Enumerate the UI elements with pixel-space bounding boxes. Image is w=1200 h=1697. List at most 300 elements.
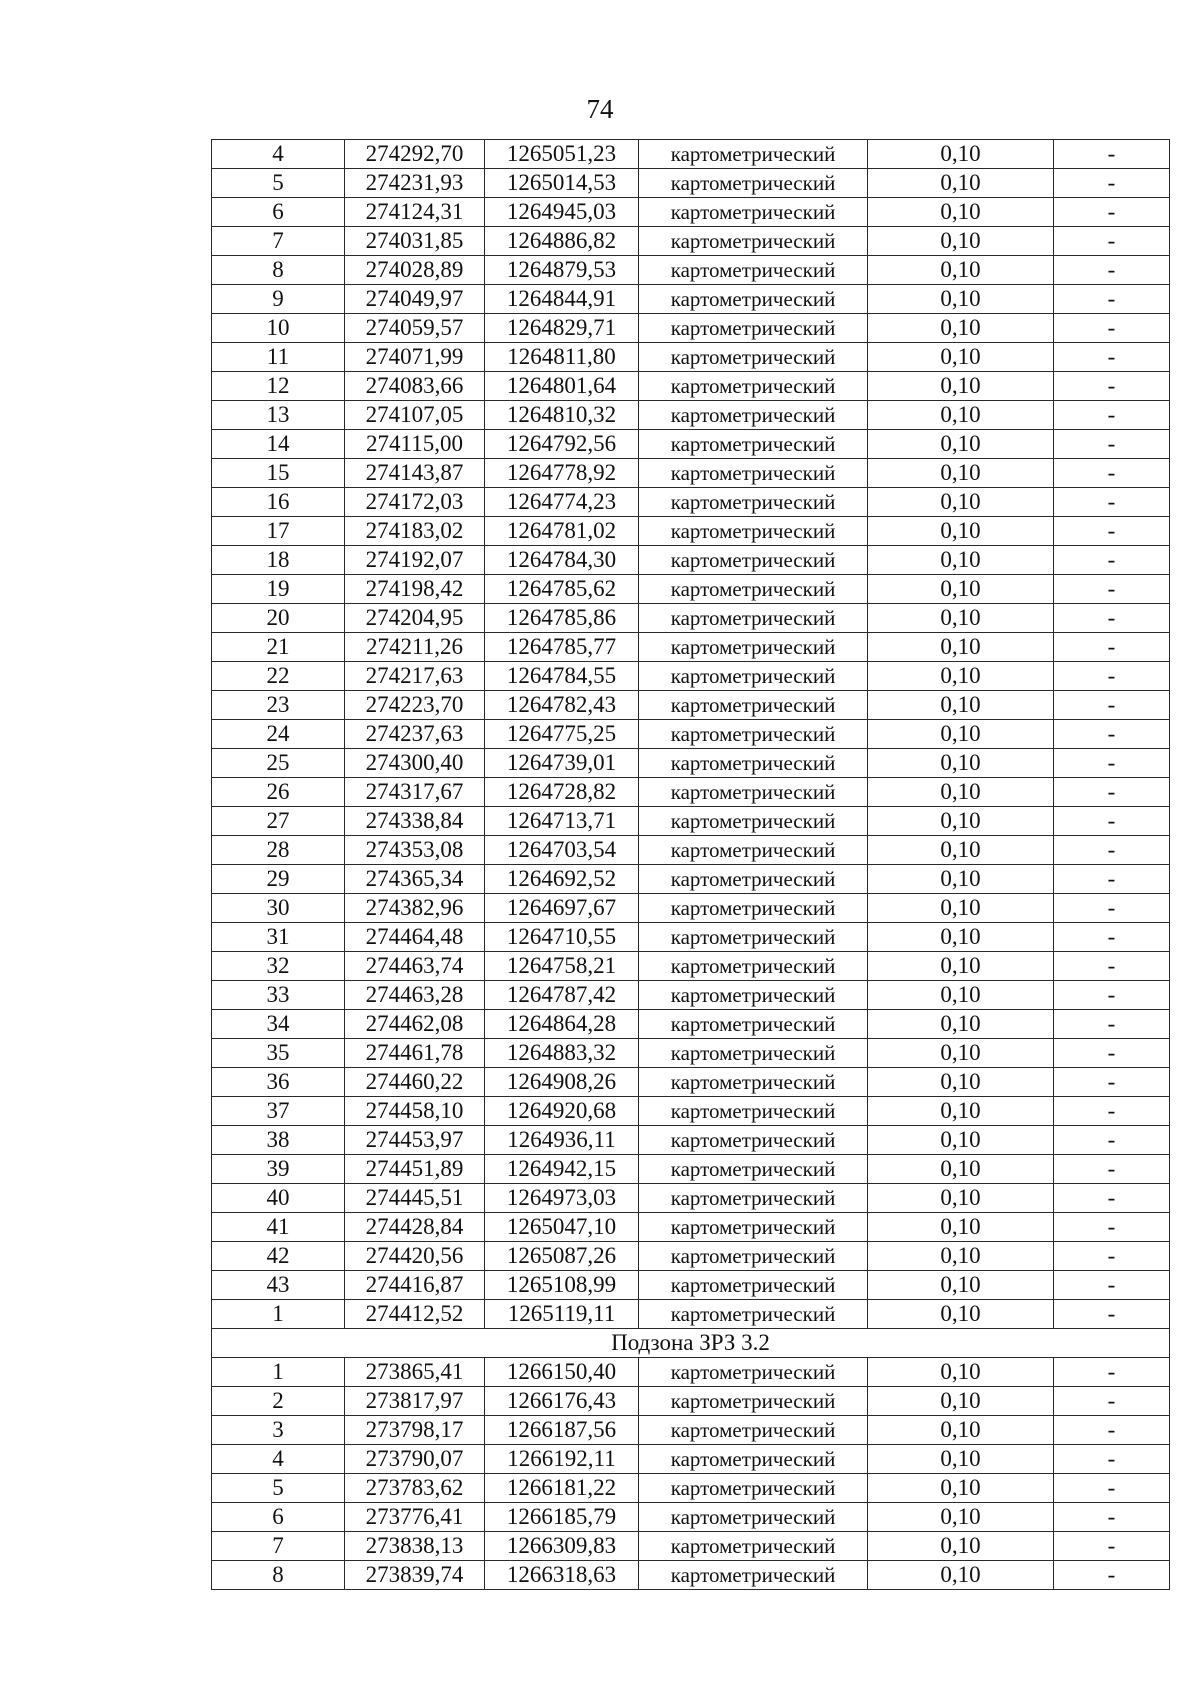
table-row: [212, 604, 1170, 633]
section-title: Подзона ЗРЗ 3.2: [212, 1329, 1170, 1358]
table-row: [212, 662, 1170, 691]
x-coordinate-cell: 274031,85: [345, 227, 485, 256]
accuracy-cell: 0,10: [868, 575, 1054, 604]
note-cell: -: [1054, 923, 1170, 952]
accuracy-cell: 0,10: [868, 691, 1054, 720]
y-coordinate-cell: 1264697,67: [485, 894, 639, 923]
y-coordinate-cell: 1264936,11: [485, 1126, 639, 1155]
point-number-cell: 9: [212, 285, 345, 314]
point-number-cell: 13: [212, 401, 345, 430]
accuracy-cell: 0,10: [868, 1213, 1054, 1242]
point-number-cell: 14: [212, 430, 345, 459]
method-cell: картометрический: [639, 1271, 868, 1300]
method-cell: картометрический: [639, 1184, 868, 1213]
y-coordinate-cell: 1264784,55: [485, 662, 639, 691]
accuracy-cell: 0,10: [868, 923, 1054, 952]
accuracy-cell: 0,10: [868, 662, 1054, 691]
accuracy-cell: 0,10: [868, 285, 1054, 314]
point-number-cell: 23: [212, 691, 345, 720]
x-coordinate-cell: 274115,00: [345, 430, 485, 459]
y-coordinate-cell: 1264883,32: [485, 1039, 639, 1068]
point-number-cell: 5: [212, 169, 345, 198]
point-number-cell: 7: [212, 227, 345, 256]
method-cell: картометрический: [639, 1213, 868, 1242]
y-coordinate-cell: 1264973,03: [485, 1184, 639, 1213]
point-number-cell: 42: [212, 1242, 345, 1271]
method-cell: картометрический: [639, 1242, 868, 1271]
method-cell: картометрический: [639, 807, 868, 836]
x-coordinate-cell: 274059,57: [345, 314, 485, 343]
table-row: [212, 1242, 1170, 1271]
x-coordinate-cell: 274451,89: [345, 1155, 485, 1184]
x-coordinate-cell: 274382,96: [345, 894, 485, 923]
table-row: [212, 1097, 1170, 1126]
y-coordinate-cell: 1264942,15: [485, 1155, 639, 1184]
table-row: [212, 1416, 1170, 1445]
method-cell: картометрический: [639, 169, 868, 198]
method-cell: картометрический: [639, 314, 868, 343]
x-coordinate-cell: 274192,07: [345, 546, 485, 575]
y-coordinate-cell: 1265087,26: [485, 1242, 639, 1271]
table-row: [212, 372, 1170, 401]
accuracy-cell: 0,10: [868, 488, 1054, 517]
method-cell: картометрический: [639, 1445, 868, 1474]
method-cell: картометрический: [639, 1068, 868, 1097]
point-number-cell: 24: [212, 720, 345, 749]
table-row: [212, 1068, 1170, 1097]
point-number-cell: 31: [212, 923, 345, 952]
table-row: [212, 401, 1170, 430]
accuracy-cell: 0,10: [868, 1561, 1054, 1590]
note-cell: -: [1054, 1097, 1170, 1126]
method-cell: картометрический: [639, 1358, 868, 1387]
point-number-cell: 4: [212, 140, 345, 169]
method-cell: картометрический: [639, 517, 868, 546]
table-row: [212, 836, 1170, 865]
x-coordinate-cell: 274071,99: [345, 343, 485, 372]
note-cell: -: [1054, 1532, 1170, 1561]
method-cell: картометрический: [639, 720, 868, 749]
point-number-cell: 32: [212, 952, 345, 981]
x-coordinate-cell: 274428,84: [345, 1213, 485, 1242]
y-coordinate-cell: 1265047,10: [485, 1213, 639, 1242]
y-coordinate-cell: 1264787,42: [485, 981, 639, 1010]
note-cell: -: [1054, 517, 1170, 546]
y-coordinate-cell: 1264810,32: [485, 401, 639, 430]
accuracy-cell: 0,10: [868, 256, 1054, 285]
table-row: [212, 1126, 1170, 1155]
x-coordinate-cell: 274217,63: [345, 662, 485, 691]
accuracy-cell: 0,10: [868, 865, 1054, 894]
x-coordinate-cell: 274083,66: [345, 372, 485, 401]
method-cell: картометрический: [639, 372, 868, 401]
note-cell: -: [1054, 1358, 1170, 1387]
accuracy-cell: 0,10: [868, 1155, 1054, 1184]
table-row: [212, 314, 1170, 343]
x-coordinate-cell: 274412,52: [345, 1300, 485, 1329]
x-coordinate-cell: 274107,05: [345, 401, 485, 430]
point-number-cell: 29: [212, 865, 345, 894]
y-coordinate-cell: 1264801,64: [485, 372, 639, 401]
y-coordinate-cell: 1264739,01: [485, 749, 639, 778]
y-coordinate-cell: 1264778,92: [485, 459, 639, 488]
y-coordinate-cell: 1264775,25: [485, 720, 639, 749]
method-cell: картометрический: [639, 865, 868, 894]
y-coordinate-cell: 1266185,79: [485, 1503, 639, 1532]
x-coordinate-cell: 274464,48: [345, 923, 485, 952]
accuracy-cell: 0,10: [868, 227, 1054, 256]
section-row: [212, 1329, 1170, 1358]
table-row: [212, 807, 1170, 836]
x-coordinate-cell: 274049,97: [345, 285, 485, 314]
method-cell: картометрический: [639, 604, 868, 633]
point-number-cell: 38: [212, 1126, 345, 1155]
x-coordinate-cell: 274143,87: [345, 459, 485, 488]
table-row: [212, 749, 1170, 778]
table-row: [212, 575, 1170, 604]
note-cell: -: [1054, 1213, 1170, 1242]
y-coordinate-cell: 1264879,53: [485, 256, 639, 285]
x-coordinate-cell: 274172,03: [345, 488, 485, 517]
x-coordinate-cell: 274458,10: [345, 1097, 485, 1126]
accuracy-cell: 0,10: [868, 1068, 1054, 1097]
coordinates-table-body: [212, 140, 1170, 1590]
table-row: [212, 169, 1170, 198]
note-cell: -: [1054, 1445, 1170, 1474]
table-row: [212, 140, 1170, 169]
accuracy-cell: 0,10: [868, 1126, 1054, 1155]
accuracy-cell: 0,10: [868, 1474, 1054, 1503]
method-cell: картометрический: [639, 1503, 868, 1532]
method-cell: картометрический: [639, 198, 868, 227]
point-number-cell: 43: [212, 1271, 345, 1300]
y-coordinate-cell: 1266192,11: [485, 1445, 639, 1474]
note-cell: -: [1054, 633, 1170, 662]
y-coordinate-cell: 1266176,43: [485, 1387, 639, 1416]
method-cell: картометрический: [639, 778, 868, 807]
accuracy-cell: 0,10: [868, 604, 1054, 633]
note-cell: -: [1054, 1039, 1170, 1068]
accuracy-cell: 0,10: [868, 198, 1054, 227]
method-cell: картометрический: [639, 894, 868, 923]
method-cell: картометрический: [639, 1561, 868, 1590]
x-coordinate-cell: 274300,40: [345, 749, 485, 778]
table-row: [212, 285, 1170, 314]
accuracy-cell: 0,10: [868, 169, 1054, 198]
coordinates-table: [211, 139, 1170, 1590]
x-coordinate-cell: 274124,31: [345, 198, 485, 227]
x-coordinate-cell: 274211,26: [345, 633, 485, 662]
note-cell: -: [1054, 894, 1170, 923]
point-number-cell: 37: [212, 1097, 345, 1126]
note-cell: -: [1054, 372, 1170, 401]
note-cell: -: [1054, 836, 1170, 865]
accuracy-cell: 0,10: [868, 459, 1054, 488]
y-coordinate-cell: 1264710,55: [485, 923, 639, 952]
accuracy-cell: 0,10: [868, 1039, 1054, 1068]
page-number: 74: [586, 94, 614, 124]
y-coordinate-cell: 1264758,21: [485, 952, 639, 981]
note-cell: -: [1054, 1242, 1170, 1271]
point-number-cell: 4: [212, 1445, 345, 1474]
table-row: [212, 720, 1170, 749]
point-number-cell: 36: [212, 1068, 345, 1097]
method-cell: картометрический: [639, 546, 868, 575]
point-number-cell: 8: [212, 1561, 345, 1590]
table-row: [212, 1010, 1170, 1039]
point-number-cell: 10: [212, 314, 345, 343]
y-coordinate-cell: 1264728,82: [485, 778, 639, 807]
method-cell: картометрический: [639, 1126, 868, 1155]
accuracy-cell: 0,10: [868, 1184, 1054, 1213]
point-number-cell: 16: [212, 488, 345, 517]
table-row: [212, 1271, 1170, 1300]
note-cell: -: [1054, 720, 1170, 749]
x-coordinate-cell: 274353,08: [345, 836, 485, 865]
note-cell: -: [1054, 1387, 1170, 1416]
point-number-cell: 26: [212, 778, 345, 807]
y-coordinate-cell: 1264829,71: [485, 314, 639, 343]
method-cell: картометрический: [639, 662, 868, 691]
table-row: [212, 923, 1170, 952]
method-cell: картометрический: [639, 140, 868, 169]
y-coordinate-cell: 1264886,82: [485, 227, 639, 256]
point-number-cell: 3: [212, 1416, 345, 1445]
table-row: [212, 1300, 1170, 1329]
table-row: [212, 952, 1170, 981]
method-cell: картометрический: [639, 227, 868, 256]
x-coordinate-cell: 274223,70: [345, 691, 485, 720]
method-cell: картометрический: [639, 749, 868, 778]
x-coordinate-cell: 273817,97: [345, 1387, 485, 1416]
y-coordinate-cell: 1266150,40: [485, 1358, 639, 1387]
note-cell: -: [1054, 1416, 1170, 1445]
x-coordinate-cell: 274198,42: [345, 575, 485, 604]
accuracy-cell: 0,10: [868, 1271, 1054, 1300]
note-cell: -: [1054, 1068, 1170, 1097]
accuracy-cell: 0,10: [868, 778, 1054, 807]
y-coordinate-cell: 1266181,22: [485, 1474, 639, 1503]
note-cell: -: [1054, 749, 1170, 778]
accuracy-cell: 0,10: [868, 894, 1054, 923]
note-cell: -: [1054, 1300, 1170, 1329]
note-cell: -: [1054, 430, 1170, 459]
table-row: [212, 488, 1170, 517]
note-cell: -: [1054, 256, 1170, 285]
method-cell: картометрический: [639, 836, 868, 865]
accuracy-cell: 0,10: [868, 1503, 1054, 1532]
y-coordinate-cell: 1264792,56: [485, 430, 639, 459]
x-coordinate-cell: 274028,89: [345, 256, 485, 285]
accuracy-cell: 0,10: [868, 314, 1054, 343]
accuracy-cell: 0,10: [868, 952, 1054, 981]
point-number-cell: 11: [212, 343, 345, 372]
note-cell: -: [1054, 140, 1170, 169]
y-coordinate-cell: 1266187,56: [485, 1416, 639, 1445]
table-row: [212, 227, 1170, 256]
note-cell: -: [1054, 1503, 1170, 1532]
x-coordinate-cell: 274183,02: [345, 517, 485, 546]
note-cell: -: [1054, 227, 1170, 256]
y-coordinate-cell: 1264864,28: [485, 1010, 639, 1039]
x-coordinate-cell: 274237,63: [345, 720, 485, 749]
y-coordinate-cell: 1264908,26: [485, 1068, 639, 1097]
method-cell: картометрический: [639, 1097, 868, 1126]
method-cell: картометрический: [639, 952, 868, 981]
x-coordinate-cell: 274292,70: [345, 140, 485, 169]
y-coordinate-cell: 1264844,91: [485, 285, 639, 314]
method-cell: картометрический: [639, 459, 868, 488]
accuracy-cell: 0,10: [868, 1242, 1054, 1271]
method-cell: картометрический: [639, 285, 868, 314]
note-cell: -: [1054, 1561, 1170, 1590]
note-cell: -: [1054, 952, 1170, 981]
accuracy-cell: 0,10: [868, 372, 1054, 401]
table-row: [212, 1155, 1170, 1184]
accuracy-cell: 0,10: [868, 633, 1054, 662]
y-coordinate-cell: 1264782,43: [485, 691, 639, 720]
x-coordinate-cell: 274463,74: [345, 952, 485, 981]
table-row: [212, 1474, 1170, 1503]
y-coordinate-cell: 1264703,54: [485, 836, 639, 865]
accuracy-cell: 0,10: [868, 1097, 1054, 1126]
accuracy-cell: 0,10: [868, 836, 1054, 865]
note-cell: -: [1054, 314, 1170, 343]
method-cell: картометрический: [639, 343, 868, 372]
x-coordinate-cell: 273776,41: [345, 1503, 485, 1532]
table-row: [212, 459, 1170, 488]
table-row: [212, 546, 1170, 575]
note-cell: -: [1054, 778, 1170, 807]
method-cell: картометрический: [639, 1155, 868, 1184]
x-coordinate-cell: 274445,51: [345, 1184, 485, 1213]
point-number-cell: 7: [212, 1532, 345, 1561]
y-coordinate-cell: 1264774,23: [485, 488, 639, 517]
y-coordinate-cell: 1264785,77: [485, 633, 639, 662]
y-coordinate-cell: 1265014,53: [485, 169, 639, 198]
point-number-cell: 28: [212, 836, 345, 865]
method-cell: картометрический: [639, 575, 868, 604]
point-number-cell: 33: [212, 981, 345, 1010]
table-row: [212, 430, 1170, 459]
point-number-cell: 6: [212, 1503, 345, 1532]
table-row: [212, 1184, 1170, 1213]
table-row: [212, 1503, 1170, 1532]
accuracy-cell: 0,10: [868, 517, 1054, 546]
x-coordinate-cell: 274204,95: [345, 604, 485, 633]
accuracy-cell: 0,10: [868, 401, 1054, 430]
x-coordinate-cell: 274462,08: [345, 1010, 485, 1039]
y-coordinate-cell: 1265108,99: [485, 1271, 639, 1300]
note-cell: -: [1054, 1474, 1170, 1503]
note-cell: -: [1054, 575, 1170, 604]
method-cell: картометрический: [639, 1387, 868, 1416]
method-cell: картометрический: [639, 430, 868, 459]
note-cell: -: [1054, 662, 1170, 691]
point-number-cell: 12: [212, 372, 345, 401]
method-cell: картометрический: [639, 256, 868, 285]
table-row: [212, 1561, 1170, 1590]
x-coordinate-cell: 274461,78: [345, 1039, 485, 1068]
method-cell: картометрический: [639, 401, 868, 430]
y-coordinate-cell: 1264920,68: [485, 1097, 639, 1126]
note-cell: -: [1054, 604, 1170, 633]
point-number-cell: 34: [212, 1010, 345, 1039]
table-row: [212, 981, 1170, 1010]
x-coordinate-cell: 274231,93: [345, 169, 485, 198]
accuracy-cell: 0,10: [868, 430, 1054, 459]
x-coordinate-cell: 274317,67: [345, 778, 485, 807]
y-coordinate-cell: 1265051,23: [485, 140, 639, 169]
point-number-cell: 15: [212, 459, 345, 488]
point-number-cell: 22: [212, 662, 345, 691]
x-coordinate-cell: 273838,13: [345, 1532, 485, 1561]
table-row: [212, 517, 1170, 546]
accuracy-cell: 0,10: [868, 343, 1054, 372]
point-number-cell: 19: [212, 575, 345, 604]
y-coordinate-cell: 1265119,11: [485, 1300, 639, 1329]
y-coordinate-cell: 1264692,52: [485, 865, 639, 894]
table-row: [212, 1445, 1170, 1474]
table-row: [212, 778, 1170, 807]
point-number-cell: 17: [212, 517, 345, 546]
x-coordinate-cell: 273798,17: [345, 1416, 485, 1445]
method-cell: картометрический: [639, 923, 868, 952]
x-coordinate-cell: 274416,87: [345, 1271, 485, 1300]
point-number-cell: 27: [212, 807, 345, 836]
x-coordinate-cell: 274463,28: [345, 981, 485, 1010]
note-cell: -: [1054, 1010, 1170, 1039]
accuracy-cell: 0,10: [868, 807, 1054, 836]
note-cell: -: [1054, 459, 1170, 488]
x-coordinate-cell: 274365,34: [345, 865, 485, 894]
table-row: [212, 1532, 1170, 1561]
accuracy-cell: 0,10: [868, 1532, 1054, 1561]
y-coordinate-cell: 1264713,71: [485, 807, 639, 836]
point-number-cell: 1: [212, 1358, 345, 1387]
note-cell: -: [1054, 546, 1170, 575]
point-number-cell: 41: [212, 1213, 345, 1242]
note-cell: -: [1054, 865, 1170, 894]
table-row: [212, 1358, 1170, 1387]
y-coordinate-cell: 1266318,63: [485, 1561, 639, 1590]
y-coordinate-cell: 1264945,03: [485, 198, 639, 227]
note-cell: -: [1054, 488, 1170, 517]
note-cell: -: [1054, 1126, 1170, 1155]
accuracy-cell: 0,10: [868, 1300, 1054, 1329]
table-row: [212, 1213, 1170, 1242]
point-number-cell: 20: [212, 604, 345, 633]
accuracy-cell: 0,10: [868, 1387, 1054, 1416]
x-coordinate-cell: 274460,22: [345, 1068, 485, 1097]
method-cell: картометрический: [639, 1039, 868, 1068]
note-cell: -: [1054, 981, 1170, 1010]
note-cell: -: [1054, 285, 1170, 314]
note-cell: -: [1054, 169, 1170, 198]
note-cell: -: [1054, 1155, 1170, 1184]
x-coordinate-cell: 273783,62: [345, 1474, 485, 1503]
accuracy-cell: 0,10: [868, 1416, 1054, 1445]
accuracy-cell: 0,10: [868, 749, 1054, 778]
point-number-cell: 35: [212, 1039, 345, 1068]
method-cell: картометрический: [639, 1532, 868, 1561]
method-cell: картометрический: [639, 633, 868, 662]
y-coordinate-cell: 1264784,30: [485, 546, 639, 575]
y-coordinate-cell: 1264785,86: [485, 604, 639, 633]
x-coordinate-cell: 273790,07: [345, 1445, 485, 1474]
x-coordinate-cell: 274420,56: [345, 1242, 485, 1271]
point-number-cell: 1: [212, 1300, 345, 1329]
